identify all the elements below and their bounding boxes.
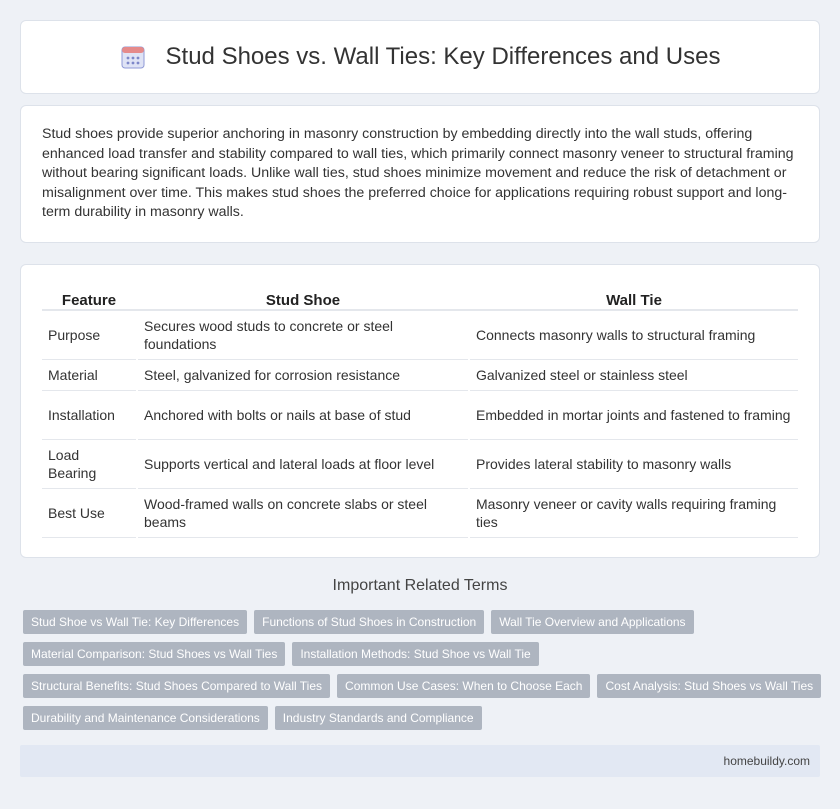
related-term-tag[interactable]: Structural Benefits: Stud Shoes Compared to Wall Ties [23, 674, 330, 698]
table-header-row [42, 283, 798, 310]
table-row [42, 391, 798, 440]
footer [20, 745, 820, 777]
title-card [20, 20, 820, 94]
related-terms-list [23, 610, 823, 738]
related-term-tag[interactable]: Durability and Maintenance Considerations [23, 706, 268, 730]
title-row [21, 21, 819, 93]
related-term-tag[interactable]: Common Use Cases: When to Choose Each [337, 674, 590, 698]
feature-cell: Material [42, 360, 137, 391]
tag-row [23, 610, 823, 634]
summary-card [20, 105, 820, 243]
feature-cell: Best Use [42, 489, 137, 538]
wall-tie-cell: Connects masonry walls to structural framing [469, 310, 798, 360]
related-term-tag[interactable]: Installation Methods: Stud Shoe vs Wall Tie [292, 642, 538, 666]
column-header-feature: Feature [42, 283, 137, 310]
comparison-table [42, 283, 798, 538]
table-row [42, 489, 798, 538]
related-term-tag[interactable]: Cost Analysis: Stud Shoes vs Wall Ties [597, 674, 821, 698]
page-title: Stud Shoes vs. Wall Ties: Key Differences and Uses [165, 43, 721, 70]
related-term-tag[interactable]: Wall Tie Overview and Applications [491, 610, 693, 634]
related-term-tag[interactable]: Material Comparison: Stud Shoes vs Wall Ties [23, 642, 285, 666]
stud-shoe-cell: Secures wood studs to concrete or steel foundations [137, 310, 469, 360]
related-term-tag[interactable]: Functions of Stud Shoes in Construction [254, 610, 484, 634]
feature-cell: Installation [42, 391, 137, 440]
table-row [42, 310, 798, 360]
stud-shoe-cell: Anchored with bolts or nails at base of stud [137, 391, 469, 440]
comparison-table-card [20, 264, 820, 558]
stud-shoe-cell: Steel, galvanized for corrosion resistance [137, 360, 469, 391]
related-terms-heading: Important Related Terms [332, 577, 508, 594]
table-row [42, 440, 798, 489]
tag-row [23, 706, 823, 730]
wall-tie-cell: Provides lateral stability to masonry walls [469, 440, 798, 489]
column-header-wall-tie: Wall Tie [469, 283, 798, 310]
footer-site-link[interactable]: homebuildy.com [723, 754, 810, 768]
wall-tie-cell: Masonry veneer or cavity walls requiring framing ties [469, 489, 798, 538]
stud-shoe-cell: Wood-framed walls on concrete slabs or steel beams [137, 489, 469, 538]
related-term-tag[interactable]: Stud Shoe vs Wall Tie: Key Differences [23, 610, 247, 634]
summary-paragraph: Stud shoes provide superior anchoring in masonry construction by embedding directly into the wall studs, offering enhanced load transfer and stability compared to wall ties, which primarily connect masonry veneer to structural framing without bearing significant loads. Unlike wall ties, stud shoes minimize movement and reduce the risk of detachment or misalignment over time. This makes stud shoes the preferred choice for applications requiring robust support and long-term durability in masonry walls. [42, 126, 794, 220]
column-header-stud-shoe: Stud Shoe [137, 283, 469, 310]
tag-row [23, 674, 823, 698]
feature-cell: Purpose [42, 310, 137, 360]
tag-row [23, 642, 823, 666]
wall-tie-cell: Embedded in mortar joints and fastened to framing [469, 391, 798, 440]
table-row [42, 360, 798, 391]
stud-shoe-cell: Supports vertical and lateral loads at floor level [137, 440, 469, 489]
calendar-icon [120, 44, 146, 70]
feature-cell: Load Bearing [42, 440, 137, 489]
wall-tie-cell: Galvanized steel or stainless steel [469, 360, 798, 391]
related-term-tag[interactable]: Industry Standards and Compliance [275, 706, 482, 730]
